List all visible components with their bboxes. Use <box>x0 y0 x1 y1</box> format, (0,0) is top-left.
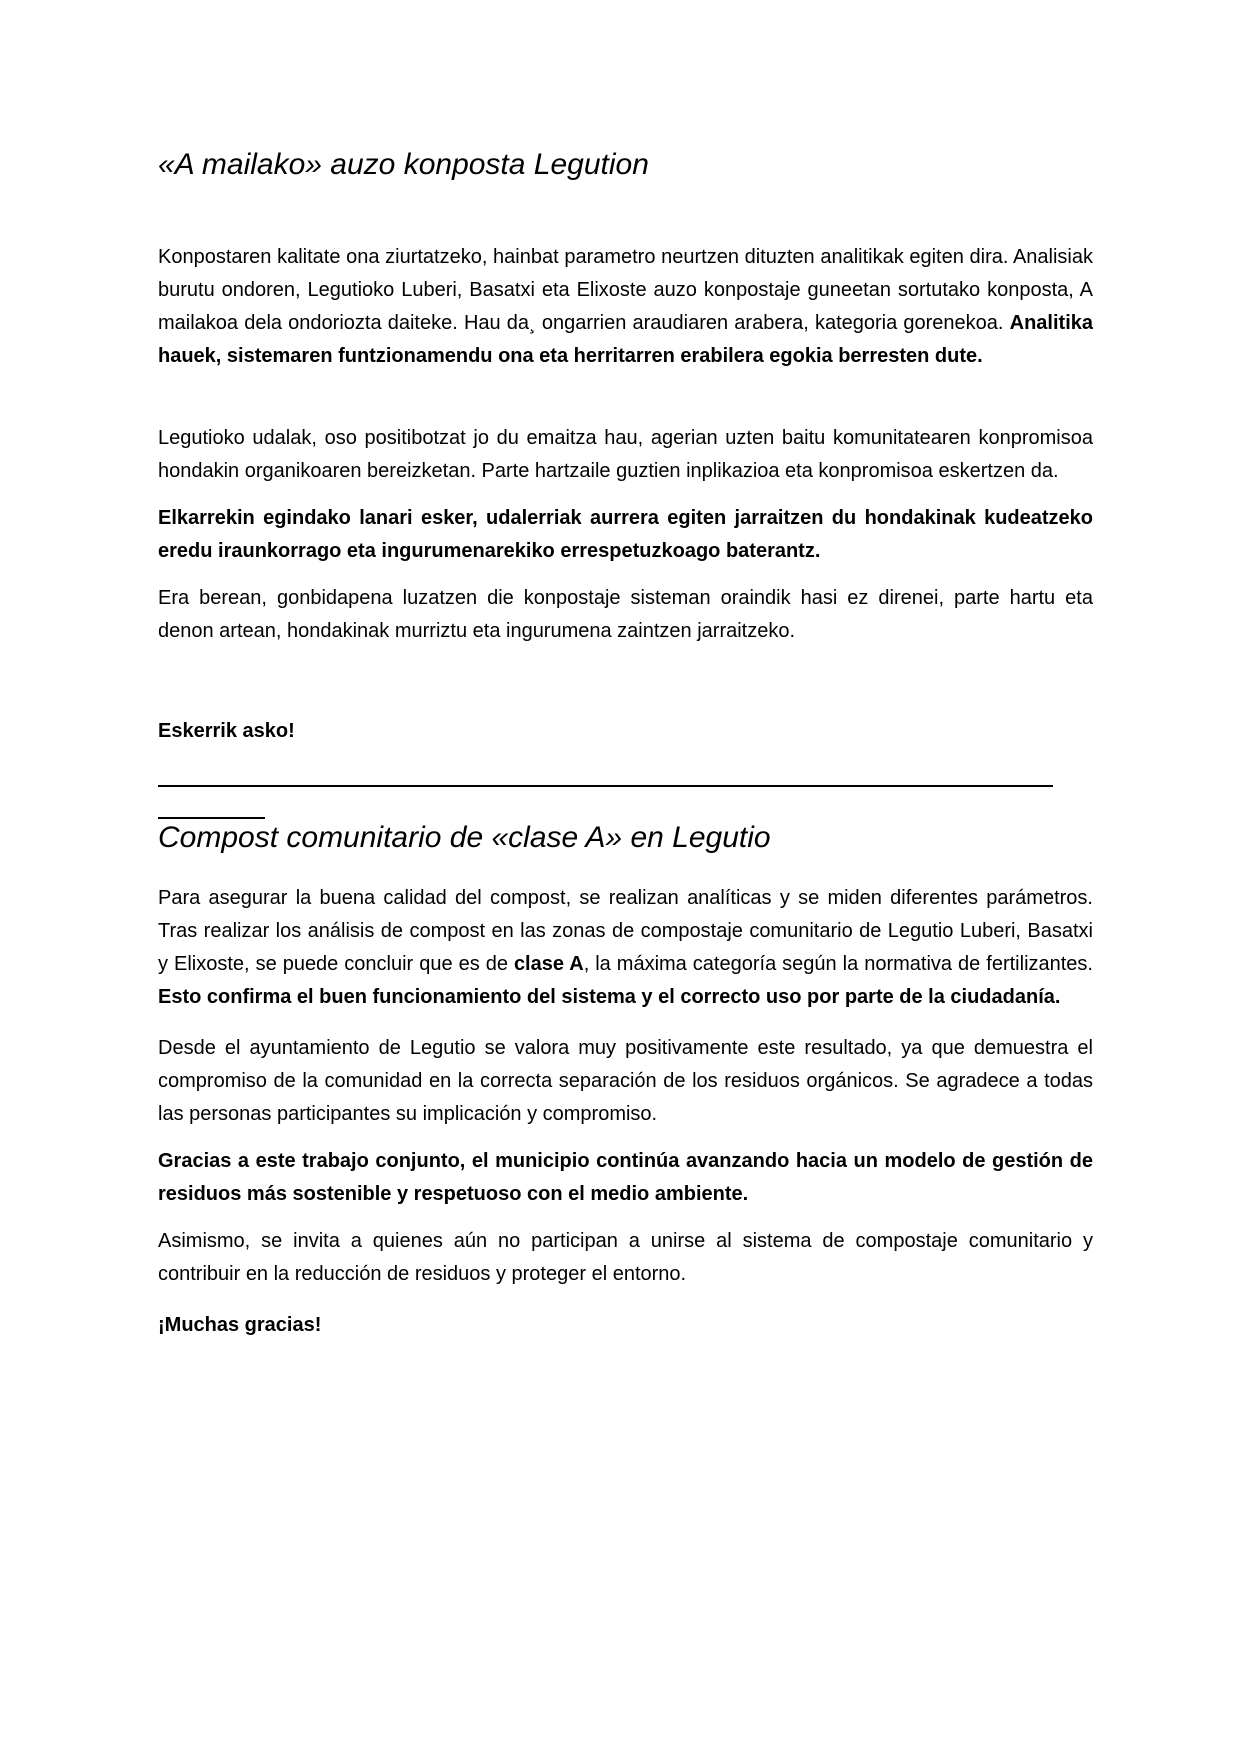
document-content <box>158 0 1093 1342</box>
text-run: , la máxima categoría según la normativa de fertilizantes. <box>583 953 1093 975</box>
bold-text-run: Gracias a este trabajo conjunto, el municipio continúa avanzando hacia un modelo de gestión de residuos más sostenible y respetuoso con el medio ambiente. <box>158 1150 1093 1205</box>
text-run: Asimismo, se invita a quienes aún no participan a unirse al sistema de compostaje comunitario y contribuir en la reducción de residuos y proteger el entorno. <box>158 1230 1093 1285</box>
basque-paragraph-2 <box>158 422 1093 488</box>
text-run: Legutioko udalak, oso positibotzat jo du emaitza hau, agerian uzten baitu komunitatearen konpromisoa hondakin organikoaren bereizketan. Parte hartzaile guztien inplikazioa eta konpromisoa eskertzen da. <box>158 427 1093 482</box>
spanish-title: Compost comunitario de «clase A» en Legutio <box>158 821 771 854</box>
spanish-closing-thanks: ¡Muchas gracias! <box>158 1314 322 1336</box>
basque-paragraph-1 <box>158 241 1093 373</box>
spanish-paragraph-4 <box>158 1225 1093 1291</box>
bold-text-run: Esto confirma el buen funcionamiento del sistema y el correcto uso por parte de la ciudadanía. <box>158 986 1061 1008</box>
text-run: Era berean, gonbidapena luzatzen die konpostaje sisteman oraindik hasi ez direnei, parte hartu eta denon artean, hondakinak murriztu eta ingurumena zaintzen jarraitzeko. <box>158 587 1093 642</box>
spanish-paragraph-3 <box>158 1145 1093 1211</box>
basque-title: «A mailako» auzo konposta Legution <box>158 148 649 181</box>
text-run: Desde el ayuntamiento de Legutio se valora muy positivamente este resultado, ya que demuestra el compromiso de la comunidad en la correcta separación de los residuos orgánicos. Se agradece a todas las personas participantes su implicación y compromiso. <box>158 1037 1093 1125</box>
text-run: Konpostaren kalitate ona ziurtatzeko, hainbat parametro neurtzen dituzten analitikak egiten dira. Analisiak burutu ondoren, Legutioko Luberi, Basatxi eta Elixoste auzo konpostaje guneetan sortutako konposta, A mailakoa dela ondoriozta daiteke. Hau da¸ ongarrien araudiaren arabera, kategoria gorenekoa. <box>158 246 1093 334</box>
spanish-paragraph-1 <box>158 882 1093 1014</box>
bold-text-run: Elkarrekin egindako lanari esker, udalerriak aurrera egiten jarraitzen du hondakinak kudeatzeko eredu iraunkorrago eta ingurumenarekiko errespetuzkoago baterantz. <box>158 507 1093 562</box>
spanish-paragraph-2 <box>158 1032 1093 1131</box>
text-run: Para asegurar la buena calidad del compost, se realizan analíticas y se miden diferentes parámetros. Tras realizar los análisis de compost en las zonas de compostaje comunitario de Legutio Luberi, Basatxi y Elixoste, se puede concluir que es de <box>158 887 1093 975</box>
divider-line-long <box>158 785 1053 787</box>
basque-paragraph-4 <box>158 582 1093 648</box>
bold-text-run: Analitika hauek, sistemaren funtzionamendu ona eta herritarren erabilera egokia berresten dute. <box>158 312 1093 367</box>
bold-text-run: clase A <box>513 953 584 975</box>
basque-closing-thanks: Eskerrik asko! <box>158 720 295 742</box>
basque-paragraph-3 <box>158 502 1093 568</box>
